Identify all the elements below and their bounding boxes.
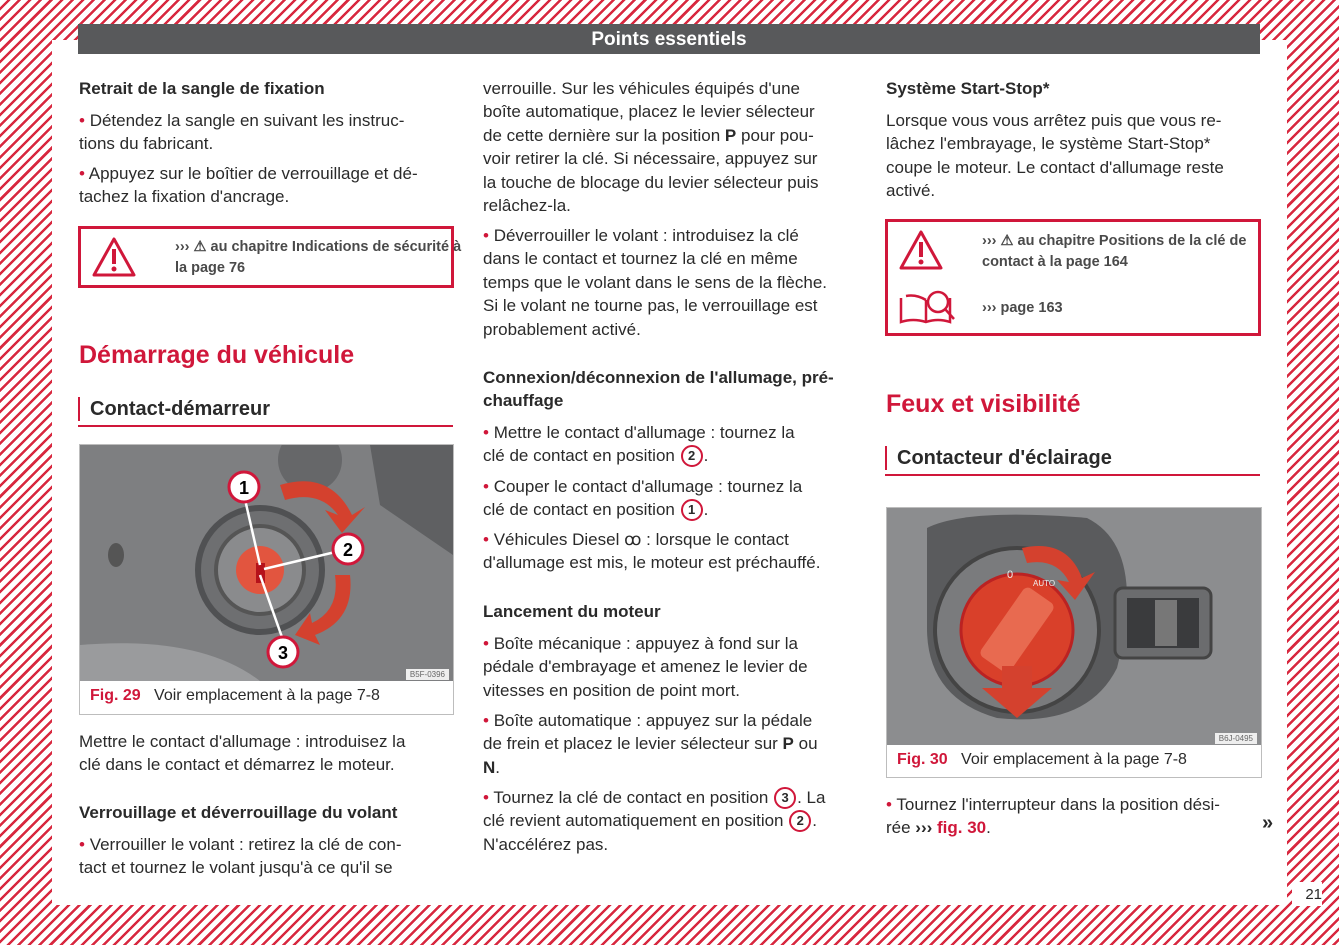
heading-verrouillage: Verrouillage et déverrouillage du volant <box>79 803 398 822</box>
fig-number-2: 2 <box>342 540 354 560</box>
continued-marker: » <box>1262 812 1274 834</box>
figure-30 <box>886 507 1262 778</box>
fig-number-1: 1 <box>238 478 250 498</box>
bullet-item: • Véhicules Diesel ꝏ : lorsque le contact d'allumage est mis, le moteur est préchauffé. <box>483 530 821 573</box>
heading-start-stop: Système Start-Stop* <box>886 79 1050 98</box>
manual-search-icon <box>898 288 960 326</box>
ignition-illustration <box>80 445 453 681</box>
warning-link[interactable]: ››› ⚠ au chapitre Indications de sécurité à la page 76 <box>175 239 462 276</box>
subsection-title-contacteur: Contacteur d'éclairage <box>885 446 1112 470</box>
switch-label-off: 0 <box>1007 569 1014 581</box>
paragraph: Lorsque vous vous arrêtez puis que vous re- lâchez l'embrayage, le système Start-Stop* coupe le moteur. Le contact d'allumage reste activé. <box>886 111 1224 201</box>
figure-29 <box>79 444 454 715</box>
figure-link[interactable]: fig. 30 <box>937 818 987 838</box>
glow-plug-icon: ꝏ <box>624 530 642 549</box>
figure-caption: Fig. 30 Voir emplacement à la page 7-8 <box>897 751 1187 768</box>
figure-code: B6J-0495 <box>1215 733 1257 744</box>
section-title-demarrage: Démarrage du véhicule <box>79 341 355 369</box>
warning-icon <box>91 236 137 278</box>
warning-box <box>885 219 1261 336</box>
switch-label-auto: AUTO <box>1033 579 1056 588</box>
bullet-item: • Tournez l'interrupteur dans la position dési- rée ››› fig. 30. <box>886 795 1220 838</box>
bullet-item: • Appuyez sur le boîtier de verrouillage et dé- tachez la fixation d'ancrage. <box>79 164 418 207</box>
light-switch-illustration <box>887 508 1261 745</box>
bullet-item: • Mettre le contact d'allumage : tournez la clé de contact en position 2 . <box>483 423 795 466</box>
divider <box>78 425 453 427</box>
warning-box <box>78 226 462 288</box>
page-number: 21 <box>1292 882 1322 906</box>
paragraph: verrouille. Sur les véhicules équipés d'une boîte automatique, placez le levier sélecteur de cette dernière sur la position P pour pou- voir retirer la clé. Si nécessaire, appuyez sur la touche de blocage du levier sélecteur puis relâchez-la. <box>483 79 819 216</box>
bullet-item: • Tournez la clé de contact en position 3 . La clé revient automatiquement en position 2 . N'accélérez pas. <box>483 788 826 854</box>
page-reference-link[interactable]: ››› page 163 <box>982 300 1063 316</box>
figure-code: B5F-0396 <box>406 669 449 680</box>
heading-retrait: Retrait de la sangle de fixation <box>79 79 325 98</box>
bullet-item: • Déverrouiller le volant : introduisez la clé dans le contact et tournez la clé en même temps que le volant dans le sens de la flèche. Si le volant ne tourne pas, le verrouillage est probablement activé. <box>483 226 827 339</box>
warning-icon <box>898 229 944 271</box>
bullet-item: • Détendez la sangle en suivant les instruc- tions du fabricant. <box>79 111 405 154</box>
bullet-item: • Boîte mécanique : appuyez à fond sur la pédale d'embrayage et amenez le levier de vitesses en position de point mort. <box>483 634 808 700</box>
fig-number-3: 3 <box>277 643 289 663</box>
section-title-feux: Feux et visibilité <box>886 390 1081 418</box>
heading-connexion: Connexion/déconnexion de l'allumage, pré- chauffage <box>483 368 834 411</box>
bullet-item: • Boîte automatique : appuyez sur la pédale de frein et placez le levier sélecteur sur P ou N. <box>483 711 818 777</box>
warning-link[interactable]: ››› ⚠ au chapitre Positions de la clé de contact à la page 164 <box>982 233 1247 270</box>
bullet-item: • Couper le contact d'allumage : tournez la clé de contact en position 1 . <box>483 477 803 520</box>
bullet-item: • Verrouiller le volant : retirez la clé de con- tact et tournez le volant jusqu'à ce qu'il se <box>79 835 402 878</box>
paragraph: Mettre le contact d'allumage : introduisez la clé dans le contact et démarrez le moteur. <box>79 732 406 775</box>
figure-caption: Fig. 29 Voir emplacement à la page 7-8 <box>90 687 380 704</box>
subsection-title-contact: Contact-démarreur <box>78 397 270 421</box>
page-header: Points essentiels <box>78 24 1260 54</box>
heading-lancement: Lancement du moteur <box>483 602 661 621</box>
divider <box>885 474 1260 476</box>
